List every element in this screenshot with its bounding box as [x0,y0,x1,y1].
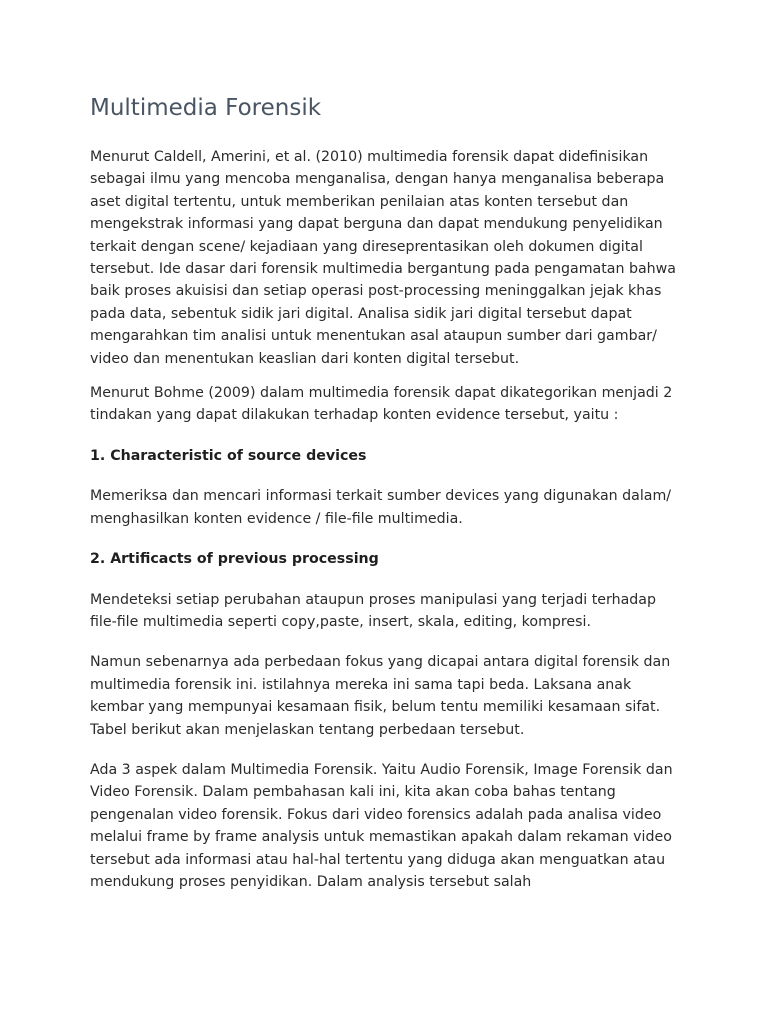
paragraph-definition: Menurut Caldell, Amerini, et al. (2010) multimedia forensik dapat didefinisikan sebagai ilmu yang mencoba menganalisa, dengan hanya menganalisa beberapa aset digital tertentu, untuk memberikan penilaian atas konten tersebut dan mengekstrak informasi yang dapat berguna dan dapat mendukung penyelidikan terkait dengan scene/ kejadiaan yang direseprentasikan oleh dokumen digital tersebut. Ide dasar dari forensik multimedia bergantung pada pengamatan bahwa baik proses akuisisi dan setiap operasi post-processing meninggalkan jejak khas pada data, sebentuk sidik jari digital. Analisa sidik jari digital tersebut dapat mengarahkan tim analisi untuk menentukan asal ataupun sumber dari gambar/ video dan menentukan keaslian dari konten digital tersebut. [90,149,676,367]
document-body [90,92,682,905]
paragraph-previous-processing: Mendeteksi setiap perubahan ataupun proses manipulasi yang terjadi terhadap file-file multimedia seperti copy,paste, insert, skala, editing, kompresi. [90,591,657,630]
heading-source-devices: 1. Characteristic of source devices [90,447,367,464]
paragraph-aspects: Ada 3 aspek dalam Multimedia Forensik. Yaitu Audio Forensik, Image Forensik dan Video Forensik. Dalam pembahasan kali ini, kita akan coba bahas tentang pengenalan video forensik. Fokus dari video forensics adalah pada analisa video melalui frame by frame analysis untuk memastikan apakah dalam rekaman video tersebut ada informasi atau hal-hal tertentu yang diduga akan menguatkan atau mendukung proses penyidikan. Dalam analysis tersebut salah [90,761,673,890]
page-title: Multimedia Forensik [90,95,322,121]
paragraph-source-devices: Memeriksa dan mencari informasi terkait sumber devices yang digunakan dalam/ menghasilkan konten evidence / file-file multimedia. [90,488,672,527]
paragraph-difference: Namun sebenarnya ada perbedaan fokus yang dicapai antara digital forensik dan multimedia forensik ini. istilahnya mereka ini sama tapi beda. Laksana anak kembar yang mempunyai kesamaan fisik, belum tentu memiliki kesamaan sifat. Tabel berikut akan menjelaskan tentang perbedaan tersebut. [90,654,671,738]
paragraph-categories: Menurut Bohme (2009) dalam multimedia forensik dapat dikategorikan menjadi 2 tindakan yang dapat dilakukan terhadap konten evidence tersebut, yaitu : [90,385,673,424]
heading-previous-processing: 2. Artificacts of previous processing [90,551,379,568]
